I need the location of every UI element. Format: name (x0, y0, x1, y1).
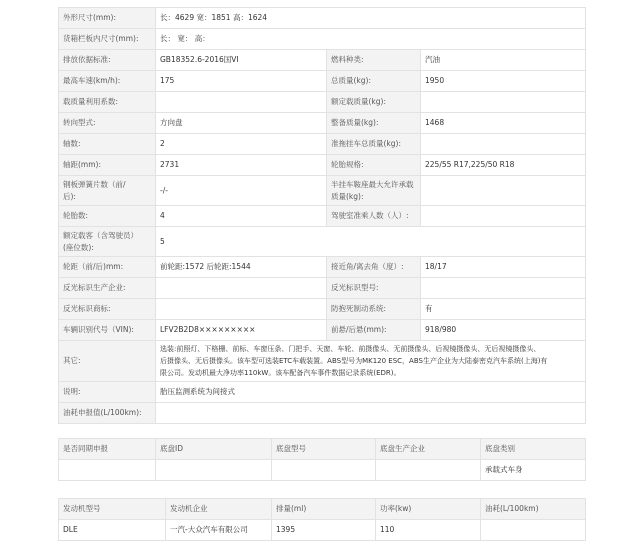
column-header: 底盘ID (156, 439, 272, 460)
spec-key: 最高车速(km/h): (59, 71, 156, 92)
spec-value: 2 (156, 134, 327, 155)
spec-row-fuel (59, 403, 586, 424)
spec-key (327, 176, 421, 206)
spec-key: 反光标识生产企业: (59, 278, 156, 299)
spec-key (59, 227, 156, 257)
spec-value: 4 (156, 206, 327, 227)
spec-row (59, 257, 586, 278)
spec-row-dimensions (59, 8, 586, 29)
spec-value (156, 299, 327, 320)
spec-key: 轮距（前/后)mm: (59, 257, 156, 278)
column-header: 是否同期申报 (59, 439, 156, 460)
spec-key: 油耗申报值(L/100km): (59, 403, 156, 424)
column-header: 底盘型号 (272, 439, 376, 460)
spec-value (421, 176, 586, 206)
spec-row (59, 71, 586, 92)
spec-row (59, 299, 586, 320)
spec-value-line: 后摄像头、无后摄像头。该车型可选装ETC车载装置。ABS型号为MK120 ESC，ABS生产企业为大陆泰密克汽车系统(上海)有 (160, 357, 548, 365)
spec-key: 额定载质量(kg): (327, 92, 421, 113)
spec-row (59, 320, 586, 341)
spec-key-line: 钢板弹簧片数（前/ (63, 179, 126, 189)
table-cell: 承载式车身 (481, 460, 586, 481)
table-cell: 110 (376, 520, 481, 541)
spec-key: 轮胎数: (59, 206, 156, 227)
spec-key: 反光标识型号: (327, 278, 421, 299)
spec-value (156, 92, 327, 113)
spec-row-notes (59, 382, 586, 403)
spec-key-line: 额定载客（含驾驶员） (63, 230, 138, 240)
spec-value: 汽油 (421, 50, 586, 71)
spec-value: 18/17 (421, 257, 586, 278)
spec-key-line: 质量(kg): (331, 191, 364, 201)
spec-value: 胎压监测系统为间接式 (156, 382, 586, 403)
spec-key: 燃料种类: (327, 50, 421, 71)
column-header: 底盘类别 (481, 439, 586, 460)
column-header: 发动机企业 (166, 499, 272, 520)
spec-key (59, 176, 156, 206)
spec-key: 驾驶室准乘人数（人）: (327, 206, 421, 227)
spec-value (421, 278, 586, 299)
spec-value: -/- (156, 176, 327, 206)
spec-value: 2731 (156, 155, 327, 176)
spec-key: 轴数: (59, 134, 156, 155)
spec-row (59, 206, 586, 227)
table-row (59, 460, 586, 481)
chassis-table (58, 438, 586, 481)
spec-value: 5 (156, 227, 586, 257)
spec-row (59, 92, 586, 113)
engine-table (58, 498, 586, 541)
spec-row (59, 50, 586, 71)
spec-value: 有 (421, 299, 586, 320)
spec-key: 货箱栏板内尺寸(mm): (59, 29, 156, 50)
spec-value: 方向盘 (156, 113, 327, 134)
table-cell (156, 460, 272, 481)
column-header: 油耗(L/100km) (481, 499, 586, 520)
spec-value-line: 限公司。发动机最大净功率110kW。该车配备汽车事件数据记录系统(EDR)。 (160, 369, 401, 377)
column-header: 排量(ml) (272, 499, 376, 520)
table-cell: DLE (59, 520, 166, 541)
spec-row (59, 113, 586, 134)
table-cell (272, 460, 376, 481)
column-header: 底盘生产企业 (376, 439, 481, 460)
column-header: 发动机型号 (59, 499, 166, 520)
table-cell (481, 520, 586, 541)
engine-header-row (59, 499, 586, 520)
spec-value: 1950 (421, 71, 586, 92)
spec-key: 准拖挂车总质量(kg): (327, 134, 421, 155)
table-cell (376, 460, 481, 481)
spec-value: 长： 宽： 高： (156, 29, 586, 50)
spec-value-line: 选装:前照灯、下格栅、前标、车窗压条、门把手、天窗、车轮、前摄像头、无前摄像头、后视镜摄像头、无后视镜摄像头、 (160, 345, 541, 353)
spec-key-line: 半挂车鞍座最大允许承载 (331, 179, 414, 189)
chassis-header-row (59, 439, 586, 460)
spec-row-cargo-box (59, 29, 586, 50)
spec-key-line: 后): (63, 191, 76, 201)
table-cell: 1395 (272, 520, 376, 541)
spec-key: 轴距(mm): (59, 155, 156, 176)
spec-row (59, 134, 586, 155)
spec-value (421, 134, 586, 155)
spec-row-other (59, 341, 586, 382)
spec-value: 225/55 R17,225/50 R18 (421, 155, 586, 176)
spec-value (421, 206, 586, 227)
spec-row (59, 176, 586, 206)
table-row (59, 520, 586, 541)
spec-value: 175 (156, 71, 327, 92)
spec-value: 前轮距:1572 后轮距:1544 (156, 257, 327, 278)
spec-key: 总质量(kg): (327, 71, 421, 92)
spec-value: LFV2B2D8××××××××× (156, 320, 327, 341)
spec-table (58, 7, 586, 424)
spec-key: 接近角/离去角（度）: (327, 257, 421, 278)
spec-row (59, 278, 586, 299)
table-cell (59, 460, 156, 481)
spec-key-line: (座位数): (63, 242, 94, 252)
spec-key: 转向型式: (59, 113, 156, 134)
spec-value: 1468 (421, 113, 586, 134)
spec-value (421, 92, 586, 113)
spec-value: 918/980 (421, 320, 586, 341)
spec-row (59, 227, 586, 257)
spec-value: GB18352.6-2016国VI (156, 50, 327, 71)
spec-key: 车辆识别代号（VIN): (59, 320, 156, 341)
spec-value (156, 278, 327, 299)
spec-key: 整备质量(kg): (327, 113, 421, 134)
spec-key: 轮胎规格: (327, 155, 421, 176)
spec-key: 反光标识商标: (59, 299, 156, 320)
spec-value (156, 341, 586, 382)
spec-value (156, 403, 586, 424)
spec-key: 前悬/后悬(mm): (327, 320, 421, 341)
spec-key: 防抱死制动系统: (327, 299, 421, 320)
spec-row (59, 155, 586, 176)
spec-key: 排放依据标准: (59, 50, 156, 71)
table-cell: 一汽-大众汽车有限公司 (166, 520, 272, 541)
spec-key: 其它: (59, 341, 156, 382)
spec-key: 说明: (59, 382, 156, 403)
spec-key: 外形尺寸(mm): (59, 8, 156, 29)
column-header: 功率(kw) (376, 499, 481, 520)
spec-key: 载质量利用系数: (59, 92, 156, 113)
spec-value: 长：4629 宽：1851 高：1624 (156, 8, 586, 29)
